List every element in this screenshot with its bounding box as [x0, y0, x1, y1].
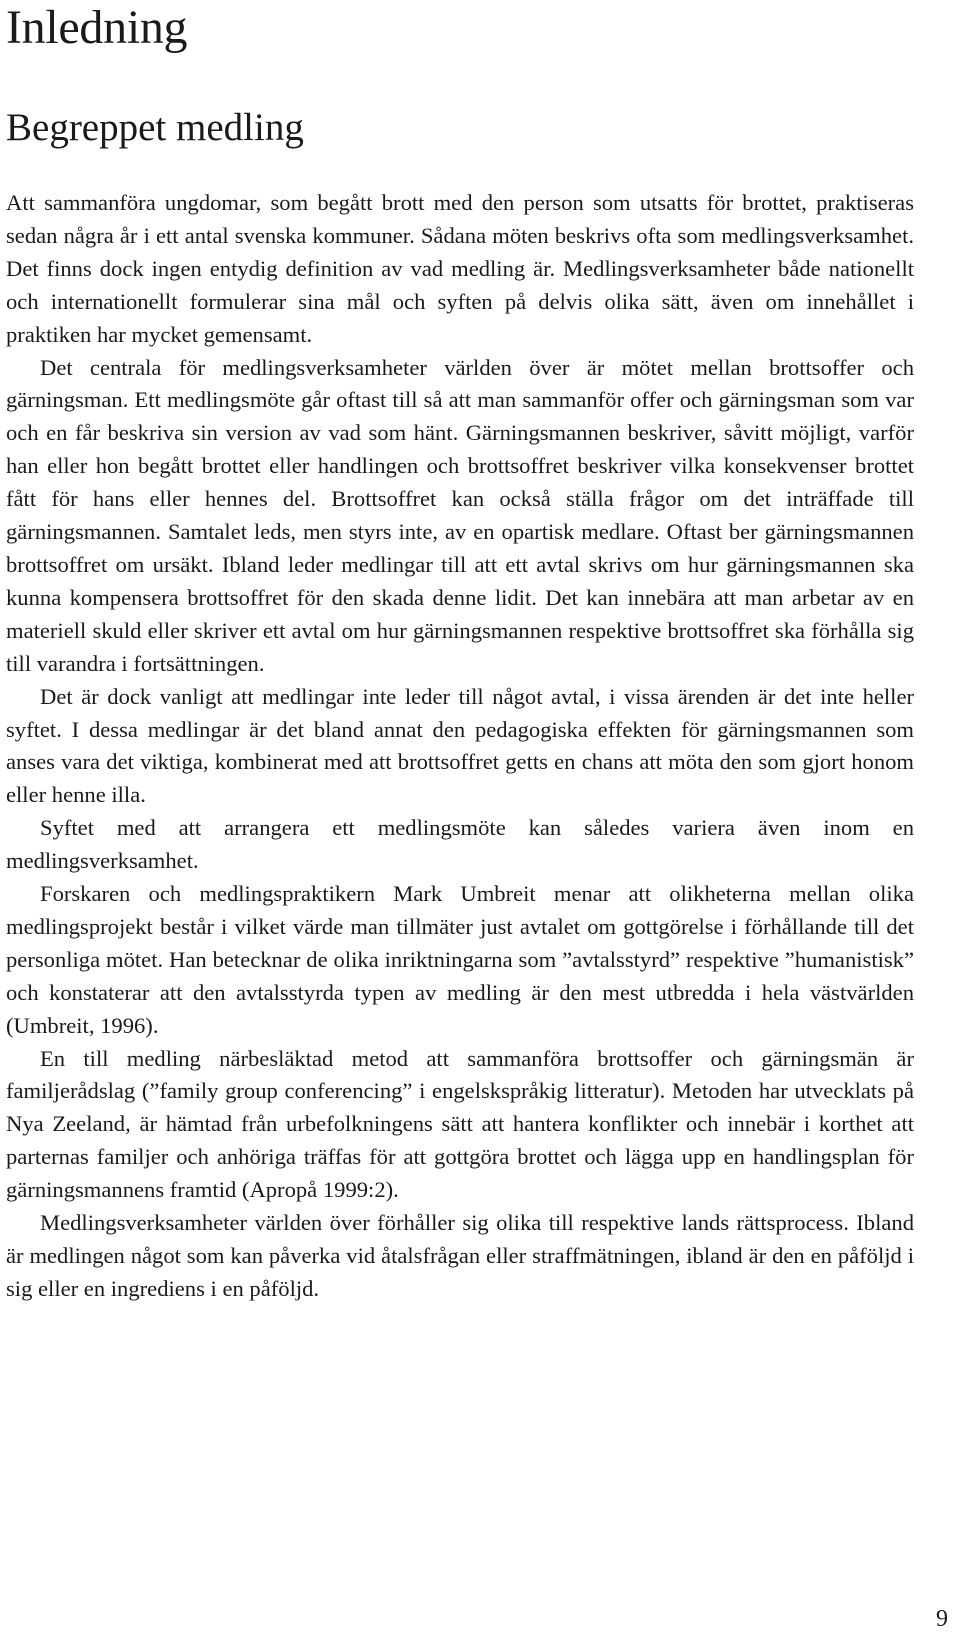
paragraph-2: Det centrala för medlingsverksamheter världen över är mötet mellan brottsoffer och gärningsman. Ett medlingsmöte går oftast till så att man sammanför offer och gärningsman som var och en får beskriva sin version av vad som hänt. Gärningsmannen beskriver, såvitt möjligt, varför han eller hon begått brottet eller handlingen och brottsoffret beskriver vilka konsekvenser brottet fått för hans eller hennes del. Brottsoffret kan också ställa frågor om det inträffade till gärningsmannen. Samtalet leds, men styrs inte, av en opartisk medlare. Oftast ber gärningsmannen brottsoffret om ursäkt. Ibland leder medlingar till att ett avtal skrivs om hur gärningsmannen ska kunna kompensera brottsoffret för den skada denne lidit. Det kan innebära att man arbetar av en materiell skuld eller skriver ett avtal om hur gärningsmannen respektive brottsoffret ska förhålla sig till varandra i fortsättningen.	[6, 354, 914, 676]
paragraph-6: En till medling närbesläktad metod att sammanföra brottsoffer och gärningsmän är familjerådslag (”family group conferencing” i engelskspråkig litteratur). Metoden har utvecklats på Nya Zeeland, är hämtad från urbefolkningens sätt att hantera konflikter och innebär i korthet att parternas familjer och anhöriga träffas för att gottgöra brottet och lägga upp en handlingsplan för gärningsmannens framtid (Apropå 1999:2).	[6, 1045, 914, 1203]
paragraph-1: Att sammanföra ungdomar, som begått brott med den person som utsatts för brottet, praktiseras sedan några år i ett antal svenska kommuner. Sådana möten beskrivs ofta som medlingsverksamhet. Det finns dock ingen entydig definition av vad medling är. Medlingsverksamheter både nationellt och internationellt formulerar sina mål och syften på delvis olika sätt, även om innehållet i praktiken har mycket gemensamt.	[6, 190, 914, 347]
paragraph-4: Syftet med att arrangera ett medlingsmöte kan således variera även inom en medlingsverksamhet.	[6, 815, 914, 874]
chapter-title: Inledning	[6, 1, 188, 54]
document-page	[6, 0, 914, 1306]
section-heading: Begreppet medling	[6, 106, 304, 149]
body-text	[6, 187, 914, 1306]
paragraph-3: Det är dock vanligt att medlingar inte leder till något avtal, i vissa ärenden är det inte heller syftet. I dessa medlingar är det bland annat den pedagogiska effekten för gärningsmannen som anses vara det viktiga, kombinerat med att brottsoffret getts en chans att möta den som gjort honom eller henne illa.	[6, 683, 914, 808]
paragraph-7: Medlingsverksamheter världen över förhåller sig olika till respektive lands rättsprocess. Ibland är medlingen något som kan påverka vid åtalsfrågan eller straffmätningen, ibland är den en påföljd i sig eller en ingrediens i en påföljd.	[6, 1210, 914, 1301]
paragraph-5: Forskaren och medlingspraktikern Mark Umbreit menar att olikheterna mellan olika medlingsprojekt består i vilket värde man tillmäter just avtalet om gottgörelse i förhållande till det personliga mötet. Han betecknar de olika inriktningarna som ”avtalsstyrd” respektive ”humanistisk” och konstaterar att den avtalsstyrda typen av medling är den mest utbredda i hela västvärlden (Umbreit, 1996).	[6, 881, 914, 1038]
page-number: 9	[936, 1606, 948, 1632]
